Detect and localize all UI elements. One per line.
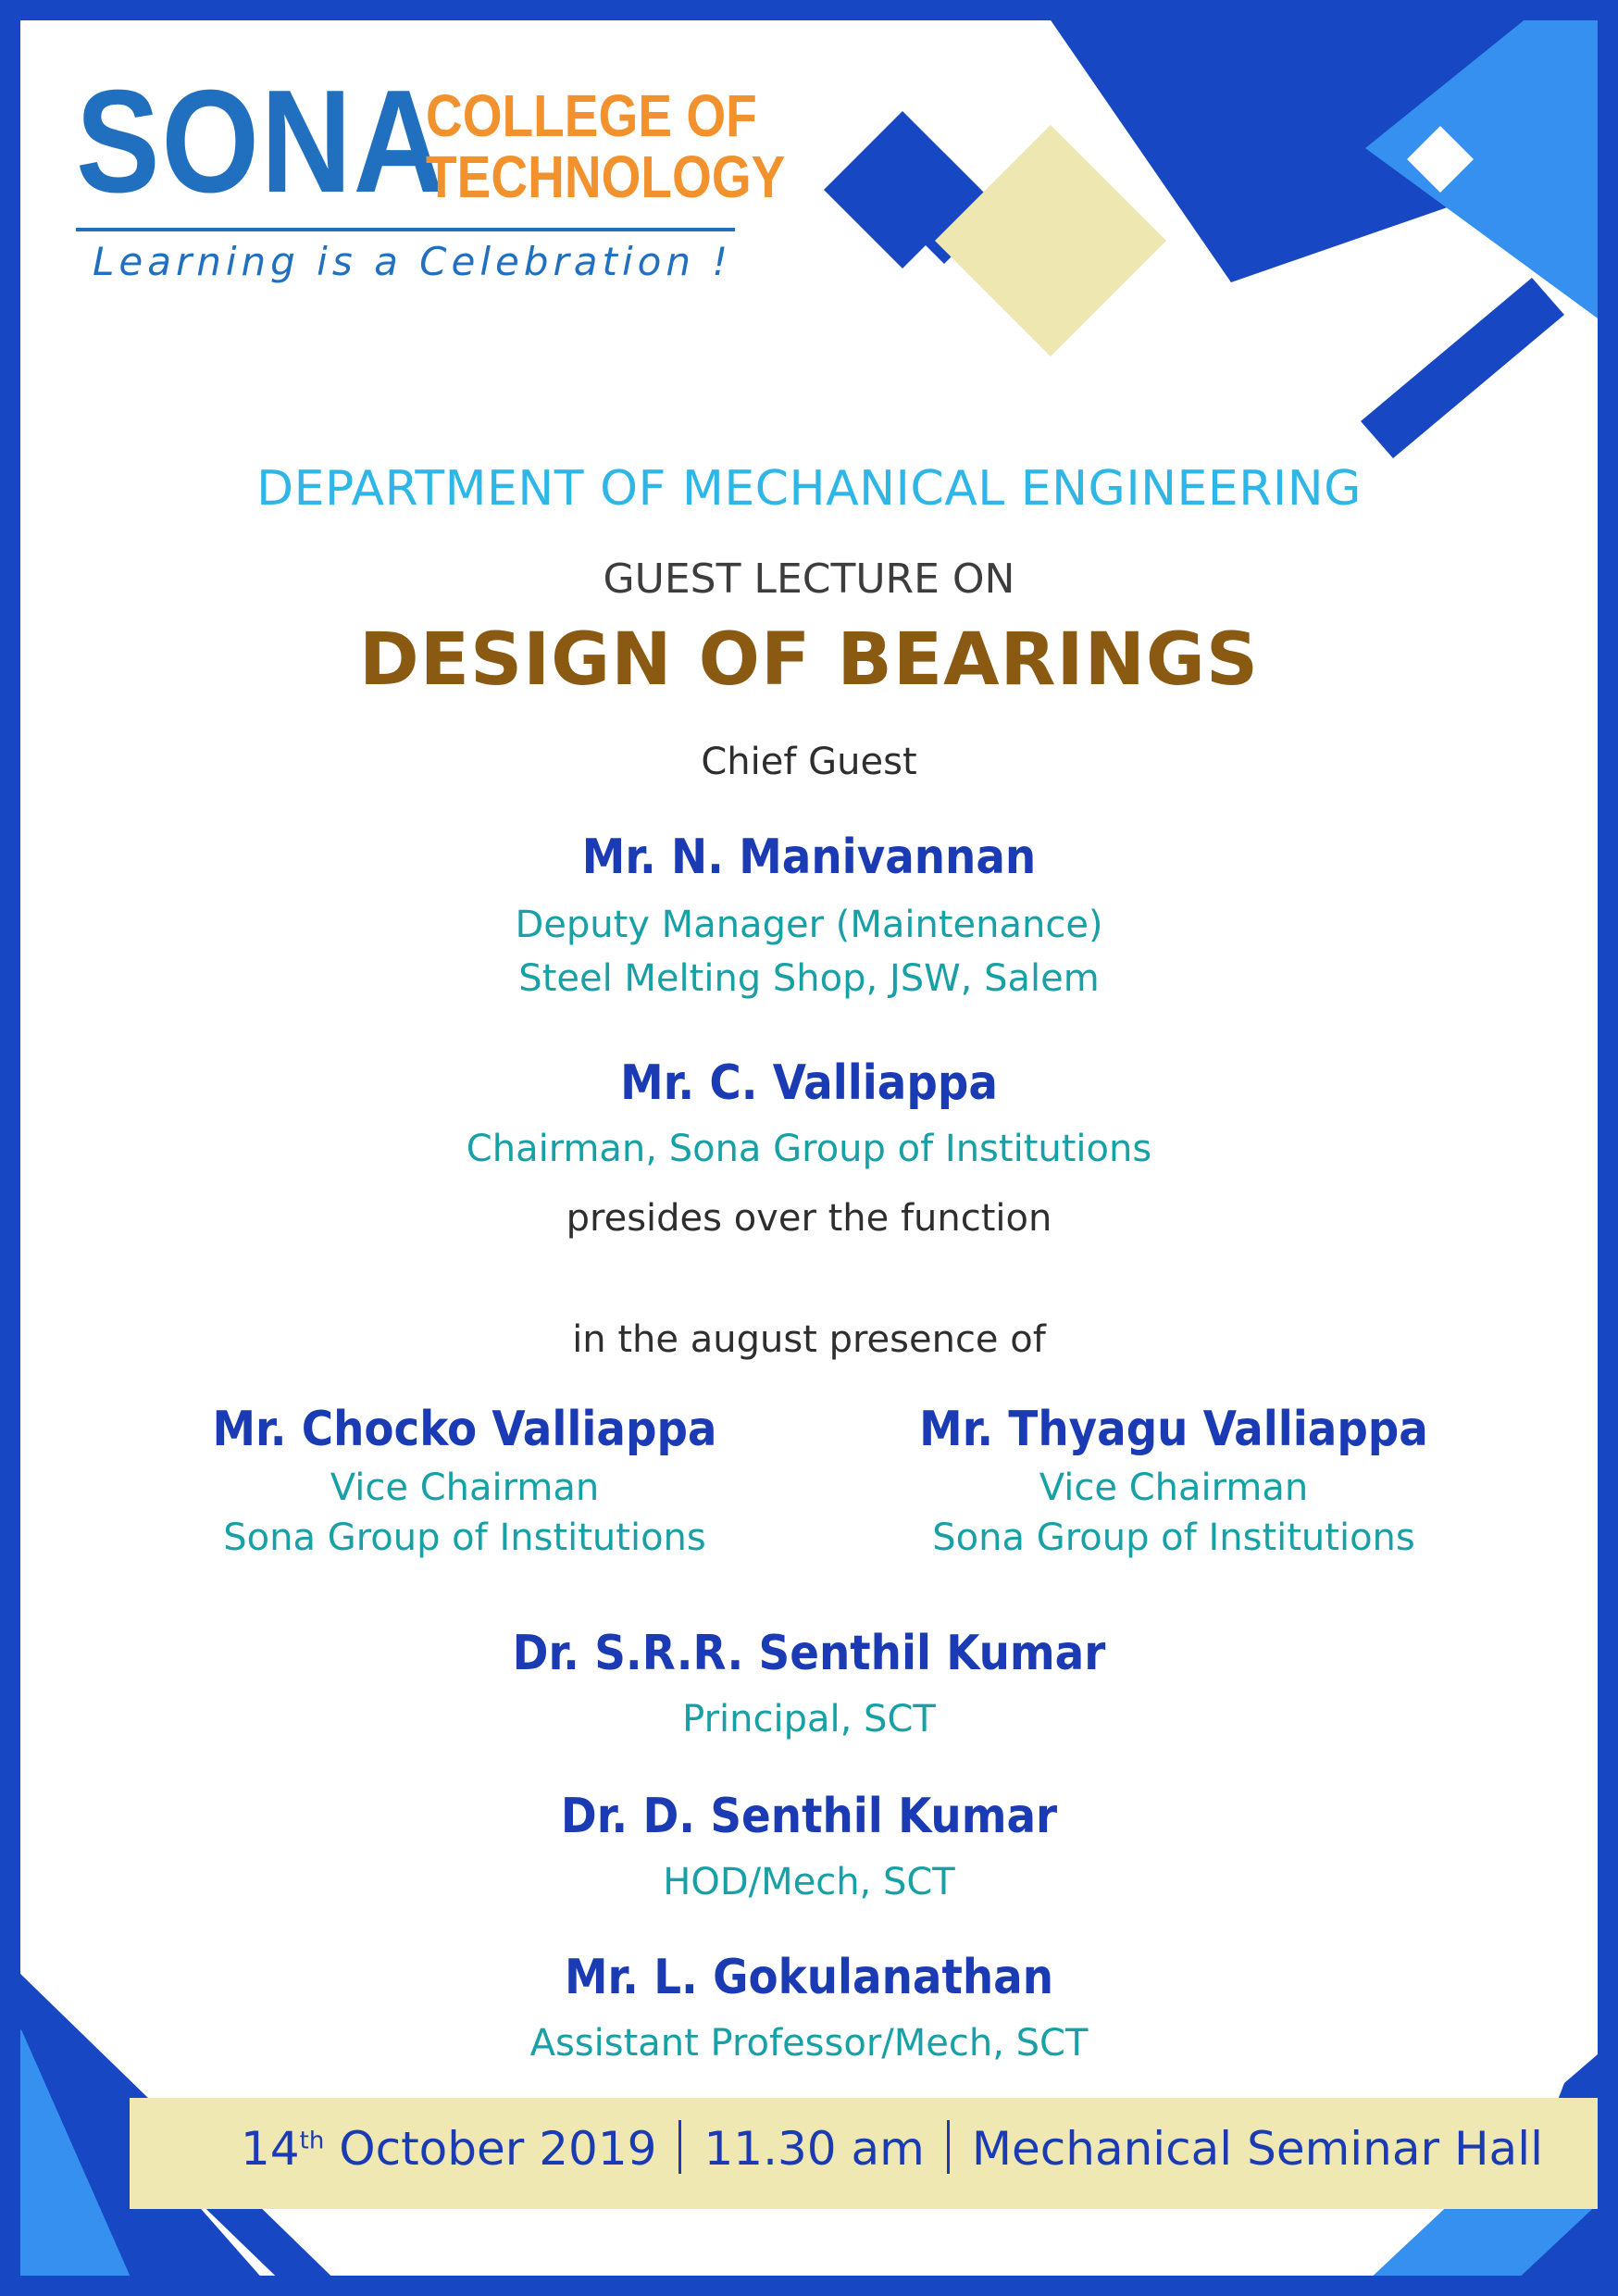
logo-underline	[76, 228, 735, 231]
presider-name: Mr. C. Valliappa	[620, 1055, 998, 1111]
coordinator-designation: Assistant Professor/Mech, SCT	[529, 2022, 1089, 2065]
logo-sona-text: SONA	[76, 60, 446, 223]
dignitary-left-role: Vice Chairman	[330, 1466, 600, 1509]
separator	[947, 2120, 950, 2174]
dignitary-right-org: Sona Group of Institutions	[932, 1516, 1415, 1559]
principal-name: Dr. S.R.R. Senthil Kumar	[512, 1626, 1106, 1681]
lecture-title: DESIGN OF BEARINGS	[358, 618, 1260, 702]
logo-college-line2: TECHNOLOGY	[426, 144, 786, 210]
presider-designation: Chairman, Sona Group of Institutions	[466, 1128, 1152, 1170]
event-venue: Mechanical Seminar Hall	[971, 2122, 1543, 2176]
dignitary-right-role: Vice Chairman	[1039, 1466, 1309, 1509]
principal-designation: Principal, SCT	[682, 1698, 936, 1741]
college-logo	[76, 60, 786, 294]
dignitary-left-org: Sona Group of Institutions	[223, 1516, 706, 1559]
event-date-rest: October 2019	[339, 2122, 657, 2176]
hod-name: Dr. D. Senthil Kumar	[560, 1789, 1058, 1844]
dignitary-left-name: Mr. Chocko Valliappa	[212, 1402, 717, 1457]
event-date-day: 14	[241, 2122, 300, 2176]
dignitary-left	[113, 1402, 816, 1559]
chief-guest-label: Chief Guest	[701, 741, 917, 783]
dignitary-right	[822, 1402, 1525, 1559]
logo-tagline: Learning is a Celebration !	[93, 239, 733, 284]
separator	[678, 2120, 681, 2174]
event-date-suffix: th	[299, 2127, 325, 2155]
logo-college-line1: COLLEGE OF	[426, 82, 757, 149]
dignitary-right-name: Mr. Thyagu Valliappa	[919, 1402, 1428, 1457]
department-heading: DEPARTMENT OF MECHANICAL ENGINEERING	[256, 461, 1362, 517]
presence-label: in the august presence of	[572, 1318, 1046, 1361]
logo-college-text	[426, 82, 786, 210]
chief-guest-name: Mr. N. Manivannan	[581, 830, 1037, 885]
chief-guest-designation-line1: Deputy Manager (Maintenance)	[515, 904, 1103, 946]
event-details	[241, 2120, 1543, 2176]
chief-guest-designation-line2: Steel Melting Shop, JSW, Salem	[518, 957, 1100, 1000]
event-time: 11.30 am	[703, 2122, 925, 2176]
hod-designation: HOD/Mech, SCT	[663, 1861, 955, 1903]
coordinator-name: Mr. L. Gokulanathan	[564, 1950, 1054, 2005]
presider-note: presides over the function	[566, 1197, 1052, 1240]
lecture-intro: GUEST LECTURE ON	[603, 555, 1015, 603]
